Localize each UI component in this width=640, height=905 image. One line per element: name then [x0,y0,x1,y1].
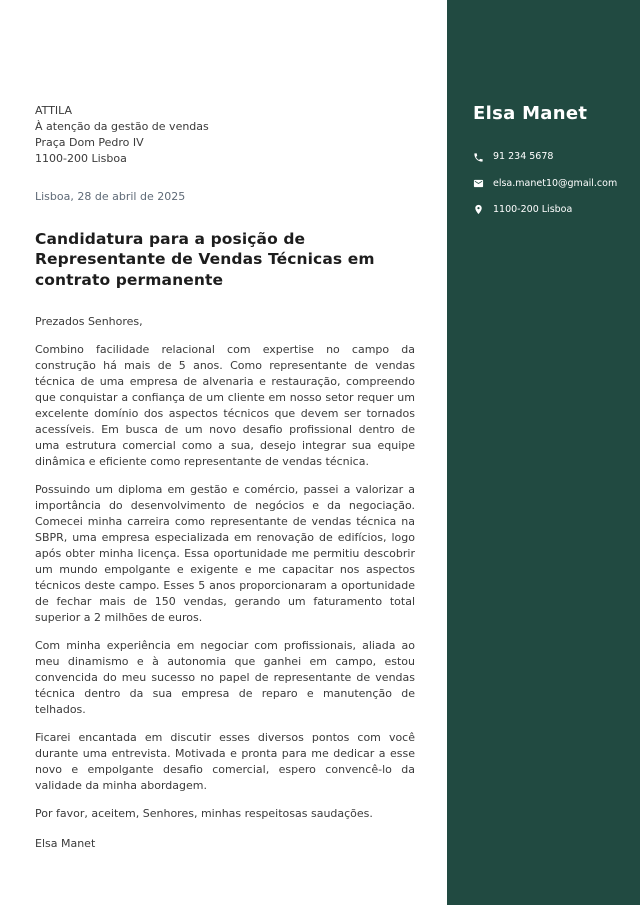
candidate-name: Elsa Manet [473,103,588,124]
contact-sidebar [447,0,640,905]
email-contact [473,178,622,189]
location-text: 1100-200 Lisboa [493,204,573,216]
recipient-street: Praça Dom Pedro IV [35,136,144,149]
letter-date: Lisboa, 28 de abril de 2025 [35,190,186,203]
paragraph-4: Ficarei encantada em discutir esses diversos pontos com você durante uma entrevista. Motivada e pronta para me dedicar a esse novo e empolgante desafio comercial, espero convencê-lo da validade da minha abordagem. [35,731,415,793]
recipient-attention: À atenção da gestão de vendas [35,120,209,133]
recipient-block [35,103,415,167]
email-icon [473,178,484,189]
location-contact [473,204,622,215]
recipient-city: 1100-200 Lisboa [35,152,127,165]
letter-body [35,103,415,852]
letter-subject: Candidatura para a posição de Representante de Vendas Técnicas em contrato permanente [35,230,375,289]
location-pin-icon [473,204,484,215]
phone-number: 91 234 5678 [493,151,554,163]
paragraph-2: Possuindo um diploma em gestão e comércio, passei a valorizar a importância do desenvolvimento de negócios e da negociação. Comecei minha carreira como representante de vendas técnica na SBPR, uma empresa especializada em renovação de edifícios, logo após obter minha licença. Essa oportunidade me permitiu descobrir um mundo empolgante e exigente e me capacitar nos aspectos técnicos deste campo. Esses 5 anos proporcionaram a oportunidade de fechar mais de 150 vendas, gerando um faturamento total superior a 2 milhões de euros. [35,483,415,625]
phone-icon [473,152,484,163]
phone-contact [473,151,622,162]
contact-list [473,151,622,215]
paragraph-3: Com minha experiência em negociar com profissionais, aliada ao meu dinamismo e à autonomia que ganhei em campo, estou convencida do meu sucesso no papel de representante de vendas técnica dentro da sua empresa de reparo e manutenção de telhados. [35,639,415,717]
recipient-company: ATTILA [35,104,73,117]
salutation: Prezados Senhores, [35,315,143,329]
email-address: elsa.manet10@gmail.com [493,177,618,189]
closing-line: Por favor, aceitem, Senhores, minhas respeitosas saudações. [35,807,373,821]
signature-name: Elsa Manet [35,837,96,851]
paragraph-1: Combino facilidade relacional com expertise no campo da construção há mais de 5 anos. Como representante de vendas técnica de uma empresa de alvenaria e restauração, compreendo que conquistar a confiança de um cliente em nosso setor requer um excelente domínio dos aspectos técnicos que devem ser tornados acessíveis. Em busca de um novo desafio profissional dentro de uma estrutura comercial como a sua, desejo integrar sua equipe dinâmica e eficiente como representante de vendas técnica. [35,343,415,469]
